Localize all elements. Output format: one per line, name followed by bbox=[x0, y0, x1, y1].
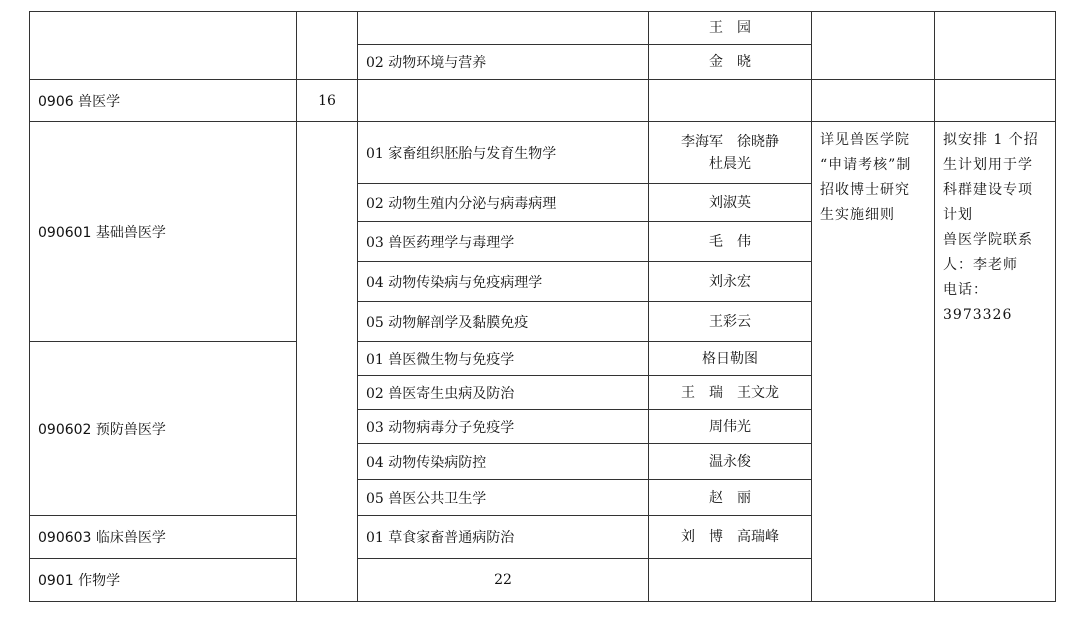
direction-cell: 01 兽医微生物与免疫学 bbox=[358, 342, 649, 376]
table-row bbox=[30, 122, 1056, 184]
note-line: “申请考核”制 bbox=[820, 157, 912, 173]
direction-cell: 02 动物生殖内分泌与病毒病理 bbox=[358, 184, 649, 222]
direction-cell: 02 兽医寄生虫病及防治 bbox=[358, 376, 649, 410]
direction-cell: 03 兽医药理学与毒理学 bbox=[358, 222, 649, 262]
supervisor-cell: 王 园 bbox=[649, 12, 812, 45]
direction-cell: 04 动物传染病防控 bbox=[358, 444, 649, 480]
supervisor-cell: 周伟光 bbox=[649, 410, 812, 444]
direction-cell: 03 动物病毒分子免疫学 bbox=[358, 410, 649, 444]
supervisor-cell: 毛 伟 bbox=[649, 222, 812, 262]
supervisor-cell: 赵 丽 bbox=[649, 480, 812, 516]
empty-cell bbox=[812, 80, 935, 122]
supervisor-line: 李海军 徐晓静 bbox=[681, 133, 779, 150]
empty-cell bbox=[358, 80, 649, 122]
direction-cell: 02 动物环境与营养 bbox=[358, 45, 649, 80]
supervisor-cell bbox=[649, 122, 812, 184]
supervisor-cell: 刘淑英 bbox=[649, 184, 812, 222]
empty-subject-cell bbox=[30, 12, 297, 80]
remark-line: 人：李老师 bbox=[943, 257, 1018, 273]
empty-quota-cell bbox=[297, 122, 358, 602]
empty-cell bbox=[649, 80, 812, 122]
remark-line: 兽医学院联系 bbox=[943, 232, 1033, 248]
supervisor-cell: 王 瑞 王文龙 bbox=[649, 376, 812, 410]
table-row bbox=[30, 12, 1056, 45]
empty-remark-cell bbox=[935, 12, 1056, 80]
remark-line: 科群建设专项 bbox=[943, 182, 1033, 198]
enrollment-table bbox=[29, 11, 1056, 602]
direction-cell bbox=[358, 12, 649, 45]
exam-method-cell bbox=[812, 122, 935, 602]
supervisor-cell: 王彩云 bbox=[649, 302, 812, 342]
empty-cell bbox=[649, 559, 812, 602]
supervisor-cell: 金 晓 bbox=[649, 45, 812, 80]
discipline-code-name: 0901 作物学 bbox=[30, 559, 297, 602]
subdiscipline-code-name: 090601 基础兽医学 bbox=[30, 122, 297, 342]
supervisor-cell: 温永俊 bbox=[649, 444, 812, 480]
note-line: 生实施细则 bbox=[820, 207, 895, 223]
direction-cell: 01 草食家畜普通病防治 bbox=[358, 516, 649, 559]
supervisor-cell: 刘 博 高瑞峰 bbox=[649, 516, 812, 559]
supervisor-cell: 刘永宏 bbox=[649, 262, 812, 302]
supervisor-cell: 格日勒图 bbox=[649, 342, 812, 376]
quota-cell: 16 bbox=[297, 80, 358, 122]
discipline-row bbox=[30, 80, 1056, 122]
direction-cell: 05 兽医公共卫生学 bbox=[358, 480, 649, 516]
direction-cell: 05 动物解剖学及黏膜免疫 bbox=[358, 302, 649, 342]
subdiscipline-code-name: 090603 临床兽医学 bbox=[30, 516, 297, 559]
empty-quota-cell bbox=[297, 12, 358, 80]
note-line: 招收博士研究 bbox=[820, 182, 910, 198]
remark-cell bbox=[935, 122, 1056, 602]
direction-cell: 04 动物传染病与免疫病理学 bbox=[358, 262, 649, 302]
discipline-code-name: 0906 兽医学 bbox=[30, 80, 297, 122]
remark-line: 计划 bbox=[943, 207, 973, 223]
supervisor-line: 杜晨光 bbox=[709, 155, 751, 172]
remark-line: 拟安排 1 个招 bbox=[943, 132, 1039, 148]
remark-line: 生计划用于学 bbox=[943, 157, 1033, 173]
empty-cell bbox=[935, 80, 1056, 122]
direction-cell: 01 家畜组织胚胎与发育生物学 bbox=[358, 122, 649, 184]
note-line: 详见兽医学院 bbox=[820, 132, 910, 148]
subdiscipline-code-name: 090602 预防兽医学 bbox=[30, 342, 297, 516]
empty-exam-cell bbox=[812, 12, 935, 80]
remark-line: 电话：3973326 bbox=[943, 282, 1013, 323]
quota-cell: 22 bbox=[358, 559, 649, 602]
